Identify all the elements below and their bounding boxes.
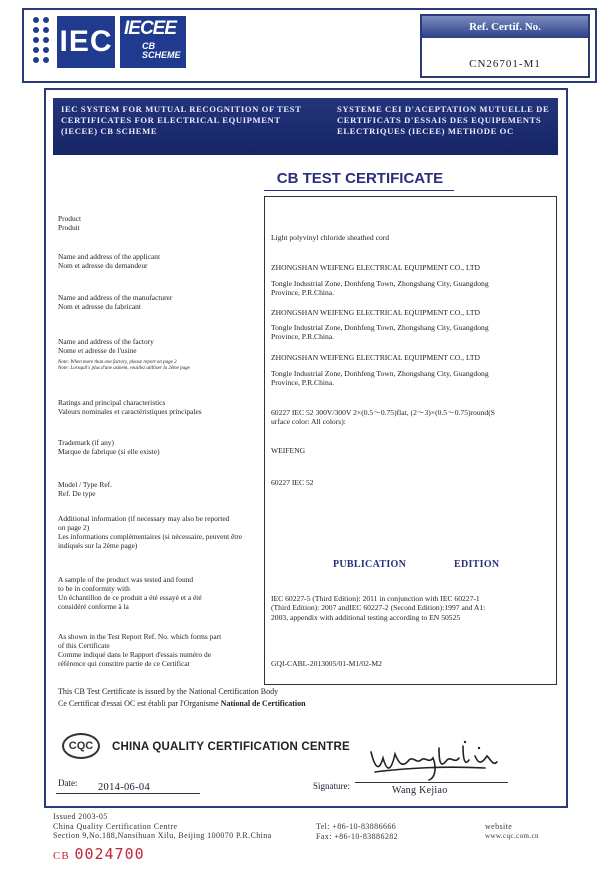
label-additional xyxy=(58,514,242,550)
label-product xyxy=(58,214,81,232)
value-ratings-1: 60227 IEC 52 300V/300V 2×(0.5～0.75)flat, (2～3)×(0.5～0.75)round(S xyxy=(271,408,495,417)
bottom-fax: Fax: +86-10-83886282 xyxy=(316,831,399,841)
ref-certif-number: CN26701-M1 xyxy=(469,58,541,70)
label-trademark-fr: Marque de fabrique (si elle existe) xyxy=(58,447,160,456)
value-factory-address xyxy=(271,369,489,388)
iec-logo-dots-icon xyxy=(30,14,54,70)
certificate-title: CB TEST CERTIFICATE xyxy=(276,170,444,187)
label-factory xyxy=(58,337,154,355)
title-underline xyxy=(264,190,454,191)
cb-scheme-logo-text: CB SCHEME xyxy=(142,41,181,60)
label-model-fr: Ref. De type xyxy=(58,489,96,498)
issued-by-fr xyxy=(58,698,306,709)
label-ratings-en: Ratings and principal characteristics xyxy=(58,398,166,407)
factory-note-fr: Note: Lorsquil's plus d'une usinem, veuillez utilliser la 2ème page xyxy=(58,366,190,371)
issued-by-fr-text: Ce Certificat d'essai OC est établi par l'Organisme xyxy=(58,699,221,708)
value-factory-address-1: Tongle Industrial Zone, Donhfeng Town, Zhongshang City, Guangdong xyxy=(271,369,489,378)
value-applicant-name: ZHONGSHAN WEIFENG ELECTRICAL EQUIPMENT CO., LTD xyxy=(271,263,481,272)
label-manufacturer-fr: Nom et adresse du fabricant xyxy=(58,302,141,311)
signature-line xyxy=(355,782,508,783)
value-applicant-address xyxy=(271,279,489,298)
label-factory-en: Name and address of the factory xyxy=(58,337,154,346)
label-additional-en-1: Additional information (if necessary may also be reported xyxy=(58,514,230,523)
label-additional-en-2: on page 2) xyxy=(58,523,90,532)
value-model: 60227 IEC 52 xyxy=(271,478,314,487)
label-report-en-1: As shown in the Test Report Ref. No. which forms part xyxy=(58,632,222,641)
signature-label: Signature: xyxy=(313,781,350,791)
value-factory-address-2: Province, P.R.China. xyxy=(271,378,335,388)
issued-by-en: This CB Test Certificate is issued by the National Certification Body xyxy=(58,687,279,696)
serial-prefix: CB xyxy=(53,850,70,862)
bottom-address: Section 9,No.188,Nansihuan Xilu, Beijing 100070 P.R.China xyxy=(53,831,272,841)
banner-english: IEC SYSTEM FOR MUTUAL RECOGNITION OF TEST CERTIFICATES FOR ELECTRICAL EQUIPMENT (IECEE) CB SCHEME xyxy=(61,104,302,136)
value-standard-3: 2003, appendix with additional testing according to EN 50525 xyxy=(271,612,461,622)
value-manufacturer-address-2: Province, P.R.China. xyxy=(271,332,335,342)
label-report xyxy=(58,632,221,668)
value-report-ref: GQI-CABL-2013005/01-M1/02-M2 xyxy=(271,659,382,668)
ref-certif-title: Ref. Certif. No. xyxy=(422,16,588,38)
value-manufacturer-name: ZHONGSHAN WEIFENG ELECTRICAL EQUIPMENT CO., LTD xyxy=(271,308,481,317)
label-report-en-2: of this Certificate xyxy=(58,641,110,650)
label-additional-fr-2: indiqués sur la 2ème page) xyxy=(58,541,138,550)
issued-by-fr-bold: National de Certification xyxy=(220,699,306,708)
label-product-fr: Produit xyxy=(58,223,80,232)
label-sample-fr-2: considéré conforme à la xyxy=(58,602,129,611)
value-ratings xyxy=(271,408,553,427)
handwritten-signature xyxy=(365,738,500,784)
label-model xyxy=(58,480,112,498)
value-factory-name: ZHONGSHAN WEIFENG ELECTRICAL EQUIPMENT CO., LTD xyxy=(271,353,481,362)
bottom-issued: Issued 2003-05 xyxy=(53,812,108,821)
label-sample-en-2: to be in conformity with xyxy=(58,584,130,593)
bottom-tel: Tel: +86-10-83886666 xyxy=(316,822,397,831)
label-applicant-fr: Nom et adresse du demandeur xyxy=(58,261,148,270)
label-additional-fr-1: Les informations complémentaires (si nécessaire, peuvent être xyxy=(58,532,243,541)
label-report-fr-1: Comme indiqué dans le Rapport d'essais numéro de xyxy=(58,650,212,659)
date-value: 2014-06-04 xyxy=(98,782,150,793)
value-standard-1: IEC 60227-5 (Third Edition): 2011 in conjunction with IEC 60227-1 xyxy=(271,594,480,603)
value-product: Light polyvinyl chloride sheathed cord xyxy=(271,233,390,242)
value-standards xyxy=(271,594,485,622)
label-report-fr-2: référence qui constitre partie de ce Certificat xyxy=(58,659,190,668)
value-standard-2: (Third Edition): 2007 andIEC 60227-2 (Second Edition):1997 and A1: xyxy=(271,603,486,613)
bottom-website-label: website xyxy=(485,822,513,831)
serial-digits: 0024700 xyxy=(74,845,145,863)
label-applicant-en: Name and address of the applicant xyxy=(58,252,160,261)
bottom-org: China Quality Certification Centre xyxy=(53,821,178,831)
bottom-contact xyxy=(316,822,398,841)
factory-note xyxy=(58,360,190,372)
value-trademark: WEIFENG xyxy=(271,446,306,455)
factory-note-en: Note: When more than one factory, please report on page 2 xyxy=(58,360,177,365)
value-applicant-address-2: Province, P.R.China. xyxy=(271,288,335,298)
label-trademark-en: Trademark (if any) xyxy=(58,438,114,447)
value-ratings-2: urface color: All colors): xyxy=(271,417,346,427)
iecee-logo xyxy=(120,16,186,68)
date-label: Date: xyxy=(58,778,78,788)
label-sample-en-1: A sample of the product was tested and found xyxy=(58,575,194,584)
signatory-name: Wang Kejiao xyxy=(392,785,448,796)
label-sample-fr-1: Un échantillon de ce produit a été essayé et a été xyxy=(58,593,202,602)
label-ratings-fr: Valeurs nominales et caractéristiques principales xyxy=(58,407,202,416)
label-factory-fr: Nome et adresse de l'usine xyxy=(58,346,137,355)
label-trademark xyxy=(58,438,160,456)
value-manufacturer-address xyxy=(271,323,489,342)
bottom-website xyxy=(485,822,539,841)
banner-french: SYSTEME CEI D'ACEPTATION MUTUELLE DE CERTIFICATS D'ESSAIS DES EQUIPEMENTS ELECTRIQUES (IECEE) METHODE OC xyxy=(337,104,550,136)
serial-number xyxy=(53,845,145,864)
label-applicant xyxy=(58,252,160,270)
scheme-banner xyxy=(53,98,558,155)
date-line xyxy=(56,793,200,794)
iec-logo: IEC xyxy=(57,16,115,68)
bottom-website-url: www.cqc.com.cn xyxy=(485,831,539,840)
edition-heading: EDITION xyxy=(454,559,500,570)
bottom-left xyxy=(53,812,272,841)
label-ratings xyxy=(58,398,202,416)
label-manufacturer-en: Name and address of the manufacturer xyxy=(58,293,173,302)
label-manufacturer xyxy=(58,293,172,311)
publication-heading: PUBLICATION xyxy=(333,559,407,570)
label-product-en: Product xyxy=(58,214,81,223)
cqc-logo: CQC xyxy=(62,733,100,759)
label-sample xyxy=(58,575,202,611)
value-manufacturer-address-1: Tongle Industrial Zone, Donhfeng Town, Zhongshang City, Guangdong xyxy=(271,323,489,332)
value-applicant-address-1: Tongle Industrial Zone, Donhfeng Town, Zhongshang City, Guangdong xyxy=(271,279,489,288)
label-model-en: Model / Type Ref. xyxy=(58,480,112,489)
cqc-name: CHINA QUALITY CERTIFICATION CENTRE xyxy=(112,741,350,753)
ref-certif-box xyxy=(420,14,590,78)
iecee-logo-text: IECEE xyxy=(124,18,177,39)
